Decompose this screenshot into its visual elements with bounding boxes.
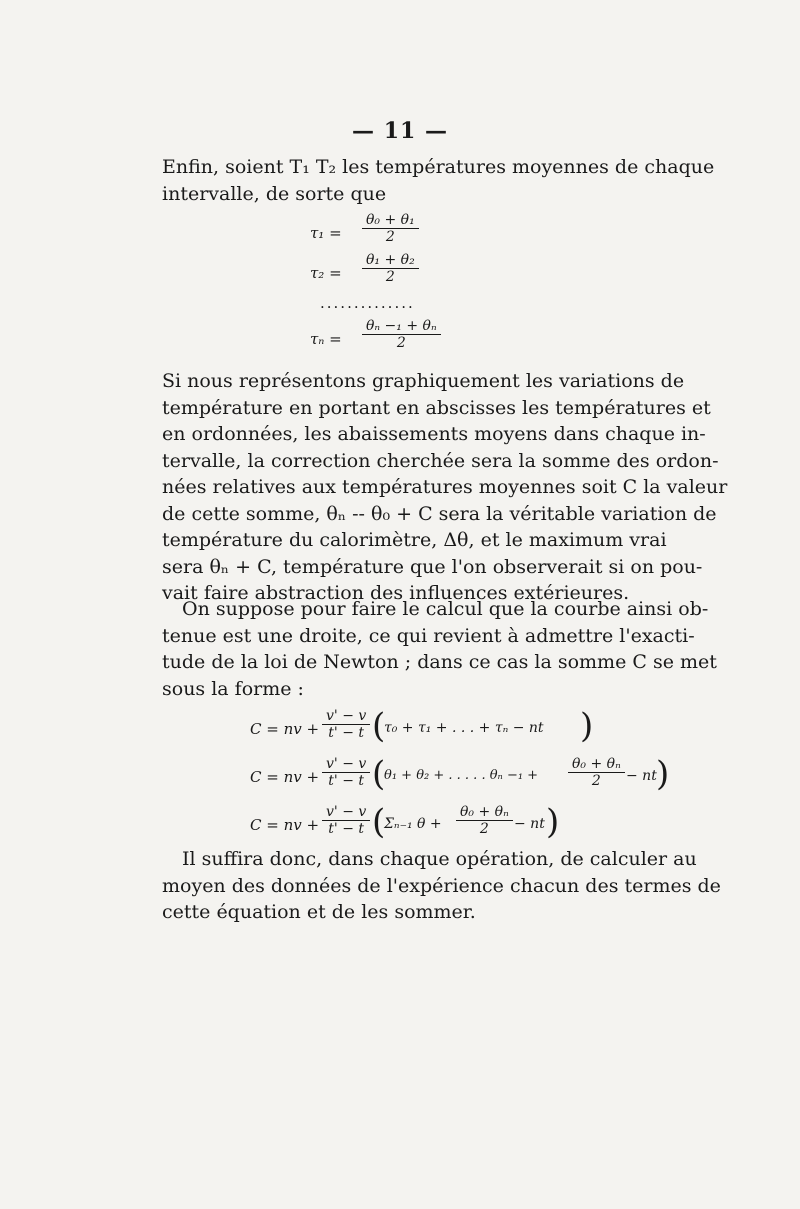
text-line: sera θₙ + C, température que l'on observerait si on pou- [162, 555, 703, 578]
left-paren: ( [372, 706, 386, 746]
definition-lhs: τ₁ = [310, 224, 342, 242]
fraction [322, 756, 370, 789]
fraction [322, 804, 370, 837]
definition-lhs: τₙ = [310, 330, 342, 348]
text-line: température en portant en abscisses les températures et [162, 396, 711, 419]
text-line: sous la forme : [162, 677, 304, 700]
paragraph-conclusion [162, 846, 721, 926]
text-line: en ordonnées, les abaissements moyens dans chaque in- [162, 423, 706, 445]
fraction-numerator: θ₀ + θ₁ [362, 212, 419, 229]
fraction [456, 804, 513, 837]
equation-body: Σₙ₋₁ θ + [384, 816, 442, 832]
text-line: nées relatives aux températures moyennes soit C la valeur [162, 476, 728, 498]
text-line: tenue est une droite, ce qui revient à admettre l'exacti- [162, 624, 695, 647]
left-paren: ( [372, 754, 386, 794]
definition-tau2 [250, 252, 670, 292]
text-line: Enfin, soient T₁ T₂ les températures moyennes de chaque [162, 156, 715, 178]
fraction-numerator: v' − v [322, 804, 370, 821]
fraction-numerator: v' − v [322, 708, 370, 725]
temperature-definitions [250, 212, 670, 358]
text-line: moyen des données de l'expérience chacun des termes de [162, 874, 721, 897]
page-number: — 11 — [352, 118, 448, 144]
fraction [362, 252, 419, 285]
text-line: température du calorimètre, Δθ, et le maximum vrai [162, 529, 667, 551]
fraction-denominator: t' − t [328, 821, 365, 837]
definition-ellipsis [250, 292, 670, 318]
equation-3 [250, 800, 670, 848]
fraction-denominator: 2 [479, 821, 489, 837]
fraction-numerator: v' − v [322, 756, 370, 773]
definition-tau1 [250, 212, 670, 252]
text-line: vait faire abstraction des influences extérieures. [162, 582, 630, 604]
text-line: cette équation et de les sommer. [162, 901, 476, 923]
equation-tail: − nt [626, 768, 657, 784]
fraction-numerator: θ₀ + θₙ [568, 756, 625, 773]
equation-lhs: C = nv + [250, 816, 320, 834]
paragraph-newton-law [162, 596, 717, 702]
right-paren: ) [656, 754, 670, 794]
definition-taun [250, 318, 670, 358]
right-paren: ) [580, 706, 594, 746]
fraction [362, 212, 419, 245]
equation-2 [250, 752, 670, 800]
equation-lhs: C = nv + [250, 768, 320, 786]
text-line: tervalle, la correction cherchée sera la somme des ordon- [162, 449, 719, 472]
text-line: Il suffira donc, dans chaque opération, de calculer au [182, 848, 697, 870]
right-paren: ) [546, 802, 560, 842]
fraction-denominator: 2 [385, 269, 395, 285]
paragraph-graphical-method [162, 368, 728, 607]
equation-lhs: C = nv + [250, 720, 320, 738]
fraction-denominator: 2 [591, 773, 601, 789]
fraction-numerator: θₙ −₁ + θₙ [362, 318, 441, 335]
equation-body: τ₀ + τ₁ + . . . + τₙ − nt [384, 720, 544, 736]
fraction-numerator: θ₀ + θₙ [456, 804, 513, 821]
text-line: de cette somme, θₙ -- θ₀ + C sera la véritable variation de [162, 502, 717, 525]
ellipsis-dots: .............. [320, 294, 415, 312]
fraction [568, 756, 625, 789]
text-line: Si nous représentons graphiquement les variations de [162, 370, 685, 392]
text-line: On suppose pour faire le calcul que la courbe ainsi ob- [182, 598, 709, 620]
left-paren: ( [372, 802, 386, 842]
fraction [362, 318, 441, 351]
equation-1 [250, 704, 670, 752]
equation-body: θ₁ + θ₂ + . . . . . θₙ −₁ + [384, 768, 539, 783]
equation-tail: − nt [514, 816, 545, 832]
text-line: tude de la loi de Newton ; dans ce cas la somme C se met [162, 651, 717, 673]
text-line: intervalle, de sorte que [162, 182, 387, 205]
fraction [322, 708, 370, 741]
fraction-denominator: 2 [385, 229, 395, 245]
definition-lhs: τ₂ = [310, 264, 342, 282]
fraction-denominator: 2 [396, 335, 406, 351]
fraction-numerator: θ₁ + θ₂ [362, 252, 419, 269]
fraction-denominator: t' − t [328, 725, 365, 741]
paragraph-intro [162, 154, 715, 207]
sum-equations [250, 704, 670, 848]
fraction-denominator: t' − t [328, 773, 365, 789]
